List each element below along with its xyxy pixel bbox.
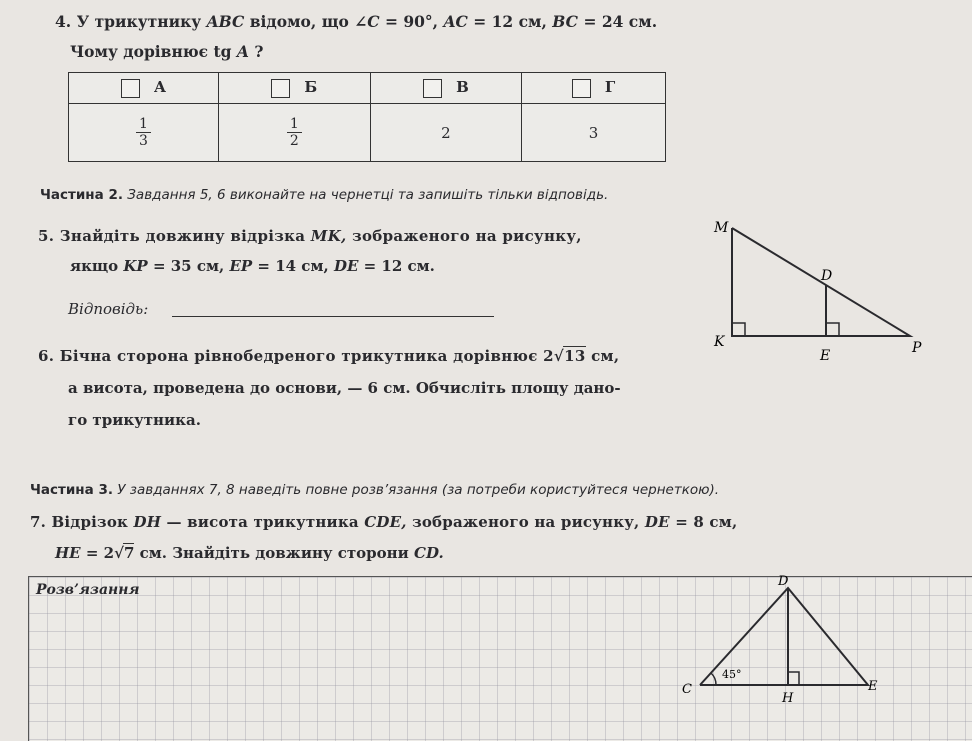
task6-line3: го трикутника. xyxy=(68,411,201,429)
task5-number: 5. xyxy=(38,227,55,245)
task7-text-b: — висота трикутника xyxy=(166,513,359,531)
task7-condition xyxy=(55,544,444,562)
task7-cde: CDE, xyxy=(364,513,407,531)
task7-number: 7. xyxy=(30,513,47,531)
task7-root: 7 xyxy=(123,544,135,562)
fraction-b-den: 2 xyxy=(289,133,299,150)
label-h: H xyxy=(782,691,794,706)
task4-question-var: A xyxy=(236,42,249,61)
fraction-a-den: 3 xyxy=(138,133,148,150)
task7-text-a: Відрізок xyxy=(51,513,129,531)
option-a-value xyxy=(69,104,219,162)
part3-title: Частина 3. xyxy=(30,482,113,498)
task4-text-b: відомо, що ∠ xyxy=(249,12,368,31)
label-c: C xyxy=(682,682,692,697)
task7-he-b: см. Знайдіть довжину сторони xyxy=(139,544,409,562)
task4-question-b: ? xyxy=(254,42,264,61)
option-b-letter: Б xyxy=(304,78,318,97)
label-m: M xyxy=(714,220,729,236)
label-angle-45: 45° xyxy=(722,668,742,681)
option-v-value: 2 xyxy=(370,104,521,162)
task7-de: DE xyxy=(644,513,670,531)
task4-bc-var: BC xyxy=(552,12,579,31)
answer-table xyxy=(68,72,666,162)
right-angle-e xyxy=(826,323,839,336)
task5-de: DE xyxy=(333,257,359,275)
task6-statement xyxy=(38,347,619,365)
fraction-b xyxy=(287,116,302,149)
option-b-header[interactable] xyxy=(218,73,370,104)
right-angle-h xyxy=(788,672,799,685)
part3-heading xyxy=(30,482,719,498)
part2-heading xyxy=(40,187,608,203)
task4-bc-val: = 24 см. xyxy=(583,12,658,31)
fraction-a-num: 1 xyxy=(136,116,151,133)
task6-line2: а висота, проведена до основи, — 6 см. Обчисліть площу дано- xyxy=(68,379,621,397)
task6-root: 13 xyxy=(564,347,586,365)
task5-kp-val: = 35 см, xyxy=(152,257,225,275)
label-d: D xyxy=(778,574,789,589)
sqrt-sign: √ xyxy=(553,347,565,365)
task5-text-a: Знайдіть довжину відрізка xyxy=(59,227,306,245)
fraction-a xyxy=(136,116,151,149)
label-e: E xyxy=(868,679,878,694)
task4-angle-var: C xyxy=(367,12,380,31)
checkbox-b[interactable] xyxy=(271,79,290,98)
checkbox-a[interactable] xyxy=(121,79,140,98)
task4-ac-val: = 12 см, xyxy=(473,12,547,31)
task5-seg: MK, xyxy=(310,227,347,245)
part3-instruction: У завданнях 7, 8 наведіть повне розв’язання (за потреби користуйтеся чернеткою). xyxy=(117,482,720,498)
label-e: E xyxy=(820,348,831,364)
task4-angle-val: = 90°, xyxy=(384,12,439,31)
task5-kp: KP xyxy=(123,257,148,275)
task7-he-a: = 2 xyxy=(85,544,115,562)
task5-condition xyxy=(70,257,435,275)
option-g-header[interactable] xyxy=(522,73,666,104)
option-b-value xyxy=(218,104,370,162)
task4-question xyxy=(70,42,263,61)
task7-he: HE xyxy=(55,544,81,562)
option-v-header[interactable] xyxy=(370,73,521,104)
option-g-letter: Г xyxy=(604,78,616,97)
part2-title: Частина 2. xyxy=(40,187,123,203)
task6-line1-b: см, xyxy=(591,347,620,365)
option-g-value: 3 xyxy=(522,104,666,162)
task5-text-b: зображеного на рисунку, xyxy=(352,227,582,245)
option-a-letter: А xyxy=(153,78,167,97)
solution-label: Розв’язання xyxy=(36,582,140,598)
option-a-header[interactable] xyxy=(69,73,219,104)
task5-figure xyxy=(700,218,940,368)
task5-answer-label: Відповідь: xyxy=(68,300,149,318)
task4-ac-var: AC xyxy=(443,12,468,31)
task5-answer-field[interactable] xyxy=(172,316,494,317)
checkbox-v[interactable] xyxy=(423,79,442,98)
option-v-letter: В xyxy=(456,78,469,97)
task7-de-val: = 8 см, xyxy=(675,513,738,531)
task7-statement xyxy=(30,513,737,531)
part2-instruction: Завдання 5, 6 виконайте на чернетці та запишіть тільки відповідь. xyxy=(127,187,609,203)
task4-question-a: Чому дорівнює tg xyxy=(70,42,232,61)
task4-statement xyxy=(55,12,657,31)
task7-cd: CD. xyxy=(414,544,444,562)
label-d: D xyxy=(821,268,833,284)
task4-text-a: У трикутнику xyxy=(76,12,202,31)
task4-number: 4. xyxy=(55,12,72,31)
task5-cond-a: якщо xyxy=(70,257,119,275)
task7-text-c: зображеного на рисунку, xyxy=(412,513,640,531)
label-k: K xyxy=(714,334,725,350)
fraction-b-num: 1 xyxy=(287,116,302,133)
task5-ep-val: = 14 см, xyxy=(257,257,329,275)
task7-figure xyxy=(670,572,900,712)
task5-ep: EP xyxy=(229,257,253,275)
task4-tri: ABC xyxy=(206,12,245,31)
checkbox-g[interactable] xyxy=(572,79,591,98)
right-angle-k xyxy=(732,323,745,336)
task5-de-val: = 12 см. xyxy=(363,257,435,275)
task7-dh: DH xyxy=(133,513,162,531)
task6-number: 6. xyxy=(38,347,55,365)
label-p: P xyxy=(912,340,922,356)
task5-statement xyxy=(38,227,582,245)
task6-line1-a: Бічна сторона рівнобедреного трикутника дорівнює 2 xyxy=(59,347,554,365)
sqrt-sign: √ xyxy=(114,544,124,562)
angle-arc-c xyxy=(711,673,716,685)
